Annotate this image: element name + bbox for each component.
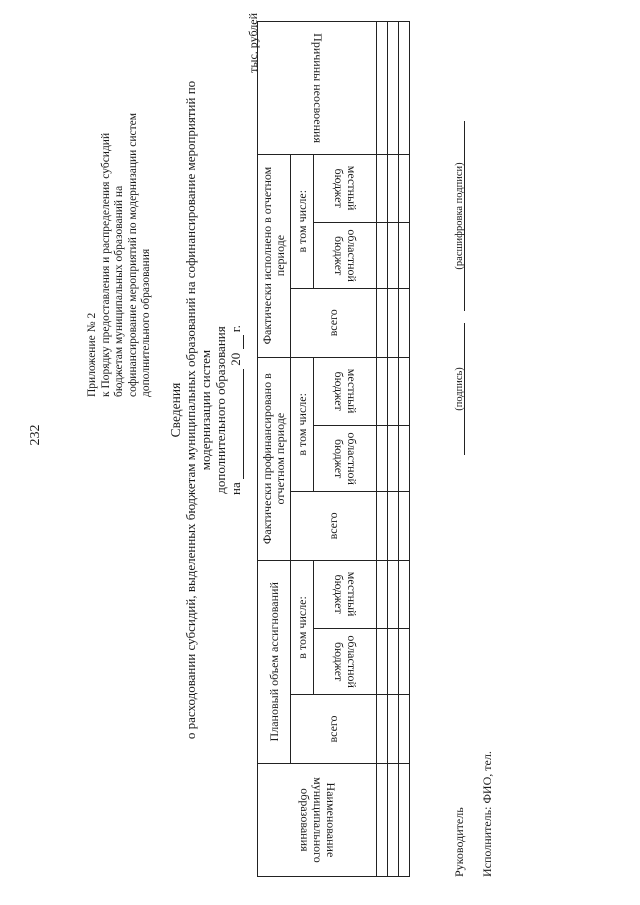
header-cell-name: Наименование муниципального образования	[258, 763, 377, 876]
header-cell-including: в том числе:	[291, 357, 314, 491]
appendix-line: к Порядку предоставления и распределения субсидий	[99, 132, 112, 397]
appendix-block	[86, 67, 154, 397]
units-label: тыс. рублей	[246, 13, 260, 73]
appendix-line: софинансирование мероприятий по модернизации систем	[126, 113, 139, 397]
header-cell-including: в том числе:	[291, 154, 314, 288]
executor-label: Исполнитель: ФИО, тел.	[480, 751, 494, 877]
page-number: 232	[28, 424, 43, 446]
header-cell-total: всего	[291, 492, 377, 561]
title-line-2: дополнительного образования	[213, 326, 228, 494]
date-line	[228, 45, 244, 775]
header-cell-planned: Плановый объем ассигнований	[258, 560, 291, 763]
title-line-1: о расходовании субсидий, выделенных бюджетам муниципальных образований на софинансирование мероприятий по модернизации систем	[183, 80, 213, 740]
report-table	[257, 21, 410, 877]
year-blank	[228, 335, 244, 349]
date-suffix: г.	[228, 325, 243, 333]
date-year: 20	[228, 352, 243, 366]
header-cell-local: местный бюджет	[314, 357, 377, 426]
table-row	[388, 22, 399, 877]
document-title	[168, 45, 244, 775]
signature-caption: (подпись)	[454, 367, 465, 411]
signature-block	[452, 21, 562, 877]
header-cell-regional: областной бюджет	[314, 629, 377, 695]
table-header-row	[258, 22, 291, 877]
header-cell-reasons: Причины неосвоения	[258, 22, 377, 155]
date-blank	[228, 369, 244, 479]
header-cell-total: всего	[291, 695, 377, 764]
head-label: Руководитель	[452, 807, 466, 877]
header-cell-regional: областной бюджет	[314, 426, 377, 492]
date-prefix: на	[228, 482, 243, 495]
appendix-line: дополнительного образования	[140, 248, 152, 397]
appendix-line: Приложение № 2	[86, 312, 98, 397]
header-cell-local: местный бюджет	[314, 154, 377, 223]
appendix-line: бюджетам муниципальных образований на	[113, 185, 125, 397]
transcript-caption: (расшифровка подписи)	[454, 162, 465, 270]
title-heading: Сведения	[168, 382, 183, 438]
header-cell-financed: Фактически профинансировано в отчетном периоде	[258, 357, 291, 560]
header-cell-regional: областной бюджет	[314, 223, 377, 289]
table-row	[377, 22, 388, 877]
table-row	[399, 22, 410, 877]
header-cell-including: в том числе:	[291, 560, 314, 694]
header-cell-total: всего	[291, 288, 377, 357]
header-cell-local: местный бюджет	[314, 560, 377, 629]
header-cell-executed: Фактически исполнено в отчетном периоде	[258, 154, 291, 357]
